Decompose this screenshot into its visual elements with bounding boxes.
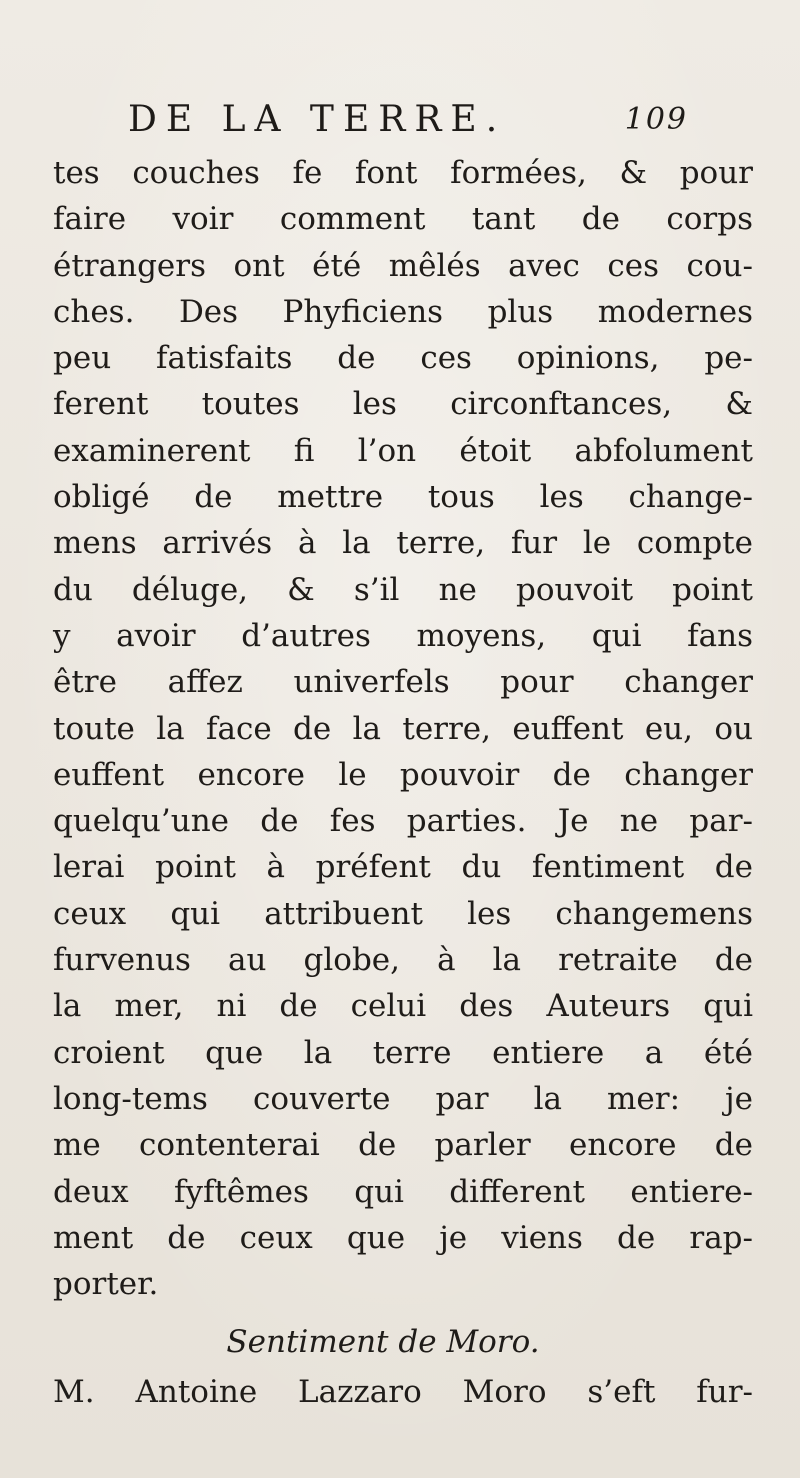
page-header	[128, 98, 688, 148]
text-line: furvenus au globe, à la retraite de	[53, 942, 753, 979]
body-text	[53, 150, 753, 1416]
page-number: 109	[624, 102, 688, 137]
text-line: deux fyftêmes qui different entiere-	[53, 1173, 753, 1210]
text-line: du déluge, & s’il ne pouvoit point	[53, 571, 753, 608]
text-line: lerai point à préfent du fentiment de	[53, 849, 753, 886]
text-line: étrangers ont été mêlés avec ces cou-	[53, 247, 753, 284]
text-line: ment de ceux que je viens de rap-	[53, 1219, 753, 1256]
text-line: tes couches fe font formées, & pour	[53, 155, 753, 191]
text-line: croient que la terre entiere a été	[53, 1034, 753, 1071]
running-head: DE LA TERRE.	[128, 99, 507, 140]
text-line: euffent encore le pouvoir de changer	[53, 756, 753, 793]
text-line: ceux qui attribuent les changemens	[53, 895, 753, 932]
text-line: toute la face de la terre, euffent eu, ou	[53, 710, 753, 747]
section-first-line: M. Antoine Lazzaro Moro s’eft fur-	[53, 1374, 753, 1411]
text-line: obligé de mettre tous les change-	[53, 479, 753, 516]
text-line: peu fatisfaits de ces opinions, pe-	[53, 340, 753, 377]
text-line: la mer, ni de celui des Auteurs qui	[53, 988, 753, 1025]
section-heading: Sentiment de Moro.	[226, 1324, 540, 1361]
text-line: faire voir comment tant de corps	[53, 201, 753, 238]
text-line: y avoir d’autres moyens, qui fans	[53, 617, 753, 654]
text-line: me contenterai de parler encore de	[53, 1127, 753, 1164]
text-line: long-tems couverte par la mer: je	[53, 1080, 753, 1117]
text-line: examinerent fi l’on étoit abfolument	[53, 432, 753, 469]
text-line: ches. Des Phyficiens plus modernes	[53, 293, 753, 330]
text-line: ferent toutes les circonftances, &	[53, 386, 753, 423]
text-line: mens arrivés à la terre, fur le compte	[53, 525, 753, 562]
text-line: porter.	[53, 1266, 159, 1303]
text-line: être affez univerfels pour changer	[53, 664, 753, 701]
text-line: quelqu’une de fes parties. Je ne par-	[53, 803, 753, 840]
